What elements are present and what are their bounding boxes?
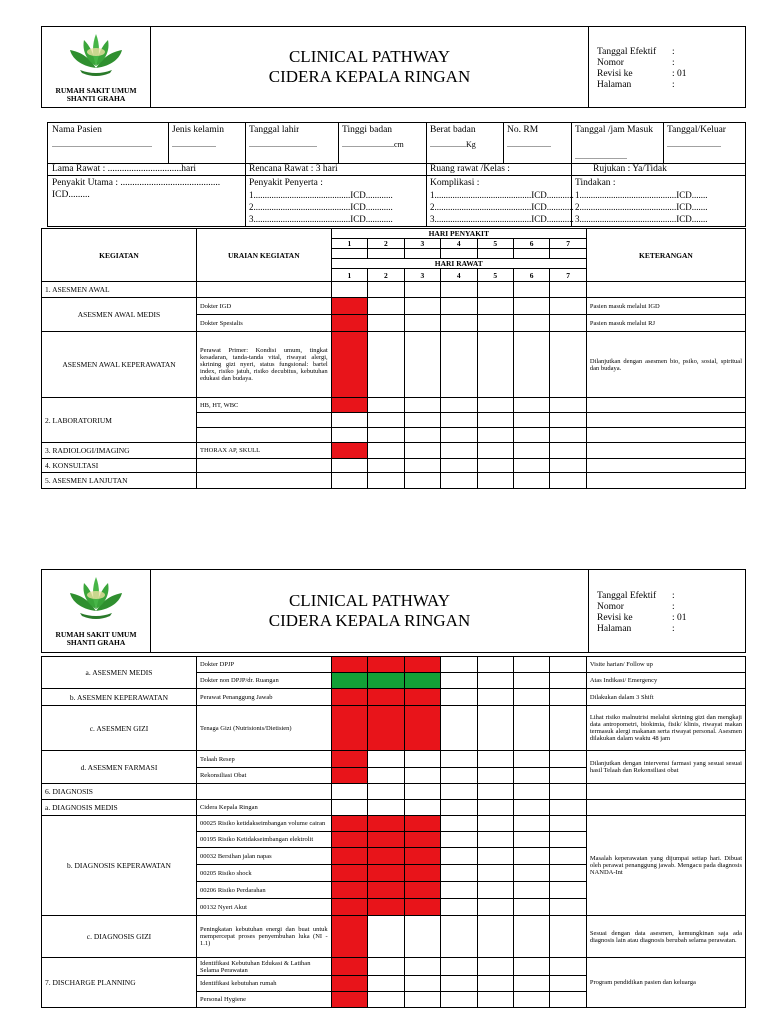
rawat-day-3: 3: [404, 269, 440, 282]
label-tindakan: Tindakan :: [575, 178, 616, 188]
field-nama-pasien[interactable]: ..................................................: [52, 140, 152, 149]
day-1: 1: [331, 239, 367, 249]
uraian-dx-2: 00195 Risiko Ketidakseimbangan elektrolit: [196, 832, 331, 848]
cell-red[interactable]: [404, 865, 440, 882]
logo-cell: [42, 27, 151, 107]
row-radiologi: 3. RADIOLOGI/IMAGING: [42, 443, 197, 459]
cell-red[interactable]: [404, 816, 440, 832]
uraian-dokter-non-dpjp: Dokter non DPJP/dr. Ruangan: [196, 673, 331, 689]
cell-red[interactable]: [331, 816, 367, 832]
cell-red[interactable]: [331, 865, 367, 882]
label-tanggal-jam-masuk: Tanggal /jam Masuk: [575, 125, 653, 135]
field-penyerta-3[interactable]: 3...........................................ICD............: [249, 214, 393, 224]
uraian-radiologi: THORAX AP, SKULL: [196, 443, 331, 459]
day-4: 4: [441, 239, 477, 249]
cell-red[interactable]: [404, 706, 440, 751]
hari-penyakit-header: HARI PENYAKIT: [331, 229, 586, 239]
label-komplikasi: Komplikasi :: [430, 178, 480, 188]
hospital-line1: RUMAH SAKIT UMUM: [55, 630, 137, 639]
cell-red[interactable]: [368, 882, 404, 899]
uraian-dx-3: 00032 Bersihan jalan napas: [196, 848, 331, 865]
row-konsultasi: 4. KONSULTASI: [42, 459, 197, 473]
col-kegiatan: KEGIATAN: [42, 229, 197, 282]
uraian-rekonsiliasi: Rekonsiliasi Obat: [196, 768, 331, 784]
cell-green[interactable]: [368, 673, 404, 689]
row-asesmen-medis: a. ASESMEN MEDIS: [42, 657, 197, 689]
cell-red[interactable]: [331, 751, 367, 768]
field-tanggal-masuk[interactable]: ..........................: [575, 152, 627, 161]
title-line1: CLINICAL PATHWAY: [288, 47, 451, 66]
label-rencana-rawat: Rencana Rawat : 3 hari: [249, 164, 338, 174]
field-komplikasi-2[interactable]: 2...........................................ICD............: [430, 202, 574, 212]
row-discharge-planning: 7. DISCHARGE PLANNING: [42, 958, 197, 1008]
cell-red[interactable]: [331, 832, 367, 848]
meta-halaman: Halaman :: [597, 80, 675, 90]
field-jenis-kelamin[interactable]: ......................: [172, 140, 216, 149]
cell-red[interactable]: [331, 899, 367, 916]
field-penyerta-1[interactable]: 1...........................................ICD............: [249, 190, 393, 200]
rawat-day-5: 5: [477, 269, 513, 282]
row-diagnosis-medis: a. DIAGNOSIS MEDIS: [42, 800, 197, 816]
field-ruang-rawat[interactable]: Ruang rawat /Kelas :: [430, 164, 510, 174]
row-diagnosis-gizi: c. DIAGNOSIS GIZI: [42, 916, 197, 958]
row-asesmen-gizi: c. ASESMEN GIZI: [42, 706, 197, 751]
uraian-perawat-primer: Perawat Primer: Kondisi umum, tingkat kesadaran, tanda-tanda vital, riwayat alergi, skrining gizi nyeri, status fungsional: bartel index, risiko jatuh, risiko decubitus, kebutuhan edukasi dan budaya.: [196, 332, 331, 398]
pathway-table-1: [41, 228, 746, 489]
field-lama-rawat[interactable]: Lama Rawat : ...............................hari: [52, 164, 197, 174]
cell-red[interactable]: [331, 958, 367, 976]
field-berat-badan[interactable]: ..................Kg: [430, 140, 476, 149]
cell-red[interactable]: [331, 916, 367, 958]
uraian-gizi: Peningkatan kebutuhan energi dan buat untuk mempercepat proses penyembuhan luka (NI - 1.1): [196, 916, 331, 958]
row-diagnosis-keperawatan: b. DIAGNOSIS KEPERAWATAN: [42, 816, 197, 916]
meta-revisi: Revisi ke : 01: [597, 69, 687, 79]
cell-red[interactable]: [368, 899, 404, 916]
meta-nomor: Nomor :: [597, 58, 675, 68]
uraian-telaah-resep: Telaah Resep: [196, 751, 331, 768]
uraian-cidera: Cidera Kepala Ringan: [196, 800, 331, 816]
cell-red[interactable]: [331, 332, 367, 398]
ket-keperawatan: Dilanjutkan dengan asesmen bio, psiko, sosial, spiritual dan budaya.: [586, 332, 745, 398]
field-komplikasi-3[interactable]: 3...........................................ICD............: [430, 214, 574, 224]
ket-gizi: Lihat risiko malnutrisi melalui skrining gizi dan mengkaji data antropometri, biokimia, fisik/ klinis, riwayat makan termasuk alergi makanan serta riwayat personal. Asesmen dilakukan dalam waktu 48 jam: [586, 706, 745, 751]
field-tanggal-keluar[interactable]: ...........................: [667, 140, 721, 149]
field-tinggi-badan[interactable]: ..........................cm: [342, 140, 404, 149]
uraian-tenaga-gizi: Tenaga Gizi (Nutrisionis/Dietisien): [196, 706, 331, 751]
rawat-day-2: 2: [368, 269, 404, 282]
document-title: [151, 27, 589, 107]
cell-green[interactable]: [404, 673, 440, 689]
meta-tanggal-efektif: Tanggal Efektif :: [597, 47, 675, 57]
rawat-day-4: 4: [441, 269, 477, 282]
cell-red[interactable]: [404, 657, 440, 673]
hospital-line2: SHANTI GRAHA: [66, 638, 126, 647]
cell-red[interactable]: [368, 689, 404, 706]
hari-rawat-header: HARI RAWAT: [331, 259, 586, 269]
hospital-name: [42, 631, 150, 647]
uraian-perawat-pj: Perawat Penanggung Jawab: [196, 689, 331, 706]
ket-igd: Pasien masuk melalui IGD: [586, 298, 745, 315]
label-berat-badan: Berat badan: [430, 125, 476, 135]
cell-red[interactable]: [331, 443, 367, 459]
cell-red[interactable]: [404, 848, 440, 865]
pathway-table-2: [41, 656, 746, 1008]
ket-shift: Dilakukan dalam 3 Shift: [586, 689, 745, 706]
uraian-dx-1: 00025 Risiko ketidakseimbangan volume cairan: [196, 816, 331, 832]
meta-nomor: Nomor :: [597, 602, 675, 612]
meta-halaman: Halaman :: [597, 624, 675, 634]
row-asesmen-awal-kep: ASESMEN AWAL KEPERAWATAN: [42, 332, 197, 398]
uraian-dokter-dpjp: Dokter DPJP: [196, 657, 331, 673]
cell-red[interactable]: [404, 899, 440, 916]
hospital-line2: SHANTI GRAHA: [66, 94, 126, 103]
uraian-identifikasi-edukasi: Identifikasi Kebutuhan Edukasi & Latihan Selama Perawatan: [196, 958, 331, 976]
cell-red[interactable]: [331, 706, 367, 751]
cell-red[interactable]: [331, 657, 367, 673]
day-2: 2: [368, 239, 404, 249]
hospital-line1: RUMAH SAKIT UMUM: [55, 86, 137, 95]
title-line2: CIDERA KEPALA RINGAN: [268, 611, 471, 630]
label-tanggal-keluar: Tanggal/Keluar: [667, 125, 726, 135]
row-asesmen-awal-medis: ASESMEN AWAL MEDIS: [42, 298, 197, 332]
uraian-lab: HB, HT, WBC: [196, 398, 331, 413]
cell-red[interactable]: [368, 706, 404, 751]
uraian-dx-4: 00205 Risiko shock: [196, 865, 331, 882]
row-asesmen-keperawatan: b. ASESMEN KEPERAWATAN: [42, 689, 197, 706]
uraian-dokter-spesialis: Dokter Spesialis: [196, 315, 331, 332]
field-tindakan-1[interactable]: 1...........................................ICD.......: [575, 190, 708, 200]
meta-revisi: Revisi ke : 01: [597, 613, 687, 623]
cell-red[interactable]: [331, 298, 367, 315]
row-laboratorium: 2. LABORATORIUM: [42, 398, 197, 443]
label-tinggi-badan: Tinggi badan: [342, 125, 393, 135]
rawat-day-7: 7: [550, 269, 586, 282]
uraian-dokter-igd: Dokter IGD: [196, 298, 331, 315]
cell-red[interactable]: [404, 882, 440, 899]
col-keterangan: KETERANGAN: [586, 229, 745, 282]
cell-red[interactable]: [368, 816, 404, 832]
title-line2: CIDERA KEPALA RINGAN: [268, 67, 471, 86]
title-line1: CLINICAL PATHWAY: [288, 591, 451, 610]
ket-atas-indikasi: Atas Indikasi/ Emergency: [586, 673, 745, 689]
document-meta: [589, 570, 745, 652]
cell-red[interactable]: [404, 689, 440, 706]
field-tanggal-lahir[interactable]: ..................................: [249, 140, 317, 149]
uraian-dx-5: 00206 Risiko Perdarahan: [196, 882, 331, 899]
cell-red[interactable]: [368, 657, 404, 673]
header-box-2: [41, 569, 746, 653]
field-rujukan[interactable]: Rujukan : Ya/Tidak: [593, 164, 667, 174]
ket-diagnosis-kep: Masalah keperawatan yang dijumpai setiap hari. Dibuat oleh perawat penanggung jawab. Mengacu pada diagnosis NANDA-Int: [586, 816, 745, 916]
day-3: 3: [404, 239, 440, 249]
cell-red[interactable]: [331, 689, 367, 706]
uraian-dx-6: 00132 Nyeri Akut: [196, 899, 331, 916]
field-icd-utama[interactable]: ICD.........: [52, 190, 90, 200]
ket-visite: Visite harian/ Follow up: [586, 657, 745, 673]
field-komplikasi-1[interactable]: 1...........................................ICD............: [430, 190, 574, 200]
document-meta: [589, 27, 745, 107]
header-box-1: [41, 26, 746, 108]
day-5: 5: [477, 239, 513, 249]
ket-farmasi: Dilanjutkan dengan intervensi farmasi yang sesuai sesuai hasil Telaah dan Rekonsiliasi obat: [586, 751, 745, 784]
uraian-identifikasi-rumah: Identifikasi kebutuhan rumah: [196, 976, 331, 992]
section-diagnosis: 6. DIAGNOSIS: [42, 784, 197, 800]
ket-diagnosis-gizi: Sesuai dengan data asesmen, kemungkinan saja ada diagnosis lain atau diagnosis berubah selama perawatan.: [586, 916, 745, 958]
cell-red[interactable]: [368, 865, 404, 882]
cell-red[interactable]: [331, 992, 367, 1008]
lotus-logo-icon: [70, 575, 122, 623]
cell-green[interactable]: [331, 673, 367, 689]
ket-discharge: Program pendidikan pasien dan keluarga: [586, 958, 745, 1008]
meta-tanggal-efektif: Tanggal Efektif :: [597, 591, 675, 601]
row-asesmen-lanjutan: 5. ASESMEN LANJUTAN: [42, 473, 197, 489]
patient-info-box: [47, 122, 746, 227]
field-tindakan-2[interactable]: 2...........................................ICD.......: [575, 202, 708, 212]
cell-red[interactable]: [331, 768, 367, 784]
cell-red[interactable]: [404, 832, 440, 848]
rawat-day-1: 1: [331, 269, 367, 282]
label-jenis-kelamin: Jenis kelamin: [172, 125, 224, 135]
field-no-rm[interactable]: ......................: [507, 140, 551, 149]
day-6: 6: [513, 239, 549, 249]
cell-red[interactable]: [331, 848, 367, 865]
field-tindakan-3[interactable]: 3...........................................ICD.......: [575, 214, 708, 224]
cell-red[interactable]: [331, 398, 367, 413]
label-tanggal-lahir: Tanggal lahir: [249, 125, 300, 135]
lotus-logo-icon: [70, 32, 122, 80]
label-nama-pasien: Nama Pasien: [52, 125, 102, 135]
hospital-name: [42, 87, 150, 103]
document-title: [151, 570, 589, 652]
cell-red[interactable]: [368, 832, 404, 848]
field-penyakit-utama[interactable]: Penyakit Utama : ..........................................: [52, 178, 221, 188]
row-asesmen-farmasi: d. ASESMEN FARMASI: [42, 751, 197, 784]
logo-cell: [42, 570, 151, 652]
field-penyerta-2[interactable]: 2...........................................ICD............: [249, 202, 393, 212]
label-penyakit-penyerta: Penyakit Penyerta :: [249, 178, 323, 188]
ket-rj: Pasien masuk melalui RJ: [586, 315, 745, 332]
rawat-day-6: 6: [513, 269, 549, 282]
cell-red[interactable]: [331, 976, 367, 992]
cell-red[interactable]: [331, 315, 367, 332]
label-no-rm: No. RM: [507, 125, 539, 135]
section-asesmen-awal: 1. ASESMEN AWAL: [42, 282, 197, 298]
col-uraian: URAIAN KEGIATAN: [196, 229, 331, 282]
cell-red[interactable]: [331, 882, 367, 899]
day-7: 7: [550, 239, 586, 249]
uraian-personal-hygiene: Personal Hygiene: [196, 992, 331, 1008]
cell-red[interactable]: [368, 848, 404, 865]
